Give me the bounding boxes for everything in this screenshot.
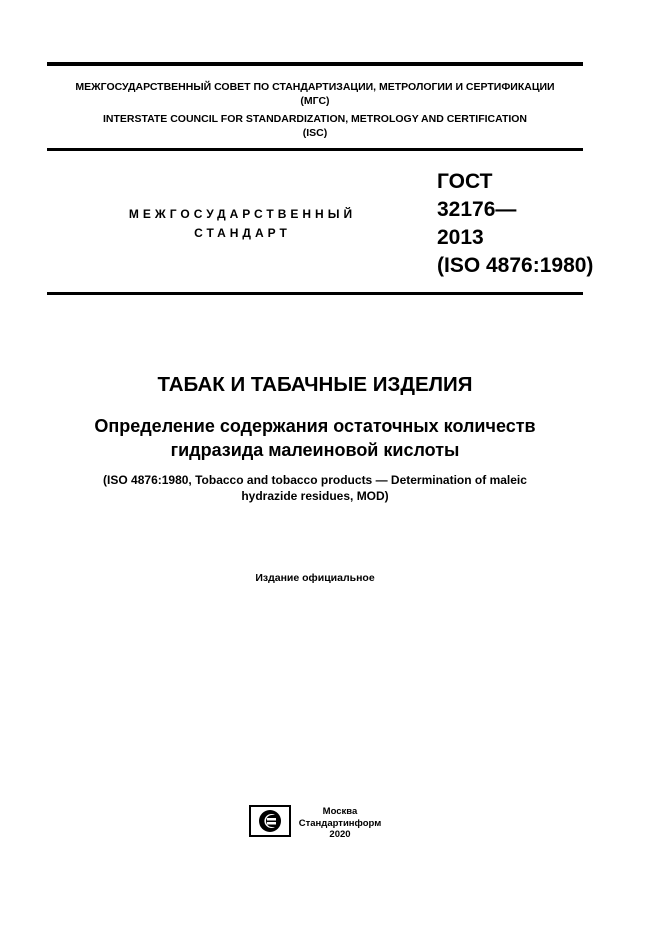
document-subtitle: [47, 414, 583, 462]
iso-reference-line1: (ISO 4876:1980, Tobacco and tobacco products — Determination of maleic: [103, 473, 527, 487]
standartinform-logo-icon: [249, 805, 291, 837]
publisher-imprint: [292, 806, 388, 841]
publisher-city: Москва: [322, 806, 358, 817]
iso-reference: [47, 472, 583, 504]
designation-line1: ГОСТ: [437, 170, 493, 193]
lower-rule: [47, 292, 583, 295]
publisher-name: Стандартинформ: [298, 817, 382, 829]
council-en-line1: INTERSTATE COUNCIL FOR STANDARDIZATION, METROLOGY AND CERTIFICATION: [102, 113, 528, 125]
subtitle-line1: Определение содержания остаточных количеств: [94, 416, 536, 436]
designation-line4: (ISO 4876:1980): [437, 254, 594, 277]
council-en-line2: (ISC): [302, 127, 328, 139]
council-ru-line2: (МГС): [300, 95, 330, 107]
designation-line3: 2013: [437, 226, 484, 249]
edition-note: Издание официальное: [255, 572, 375, 584]
subtitle-line2: гидразида малеиновой кислоты: [170, 440, 460, 460]
top-rule: [47, 62, 583, 66]
council-ru: [47, 80, 583, 108]
publisher-year: 2020: [329, 829, 351, 840]
iso-reference-line2: hydrazide residues, MOD): [241, 489, 389, 503]
document-title: ТАБАК И ТАБАЧНЫЕ ИЗДЕЛИЯ: [157, 373, 473, 396]
standard-type: [100, 205, 385, 243]
council-en: [47, 112, 583, 140]
designation-line2: 32176—: [437, 198, 517, 221]
standard-designation: [437, 168, 593, 280]
standard-type-line1: МЕЖГОСУДАРСТВЕННЫЙ: [128, 207, 357, 221]
standard-type-line2: СТАНДАРТ: [194, 226, 291, 240]
middle-rule: [47, 148, 583, 151]
council-ru-line1: МЕЖГОСУДАРСТВЕННЫЙ СОВЕТ ПО СТАНДАРТИЗАЦИИ, МЕТРОЛОГИИ И СЕРТИФИКАЦИИ: [75, 81, 555, 93]
